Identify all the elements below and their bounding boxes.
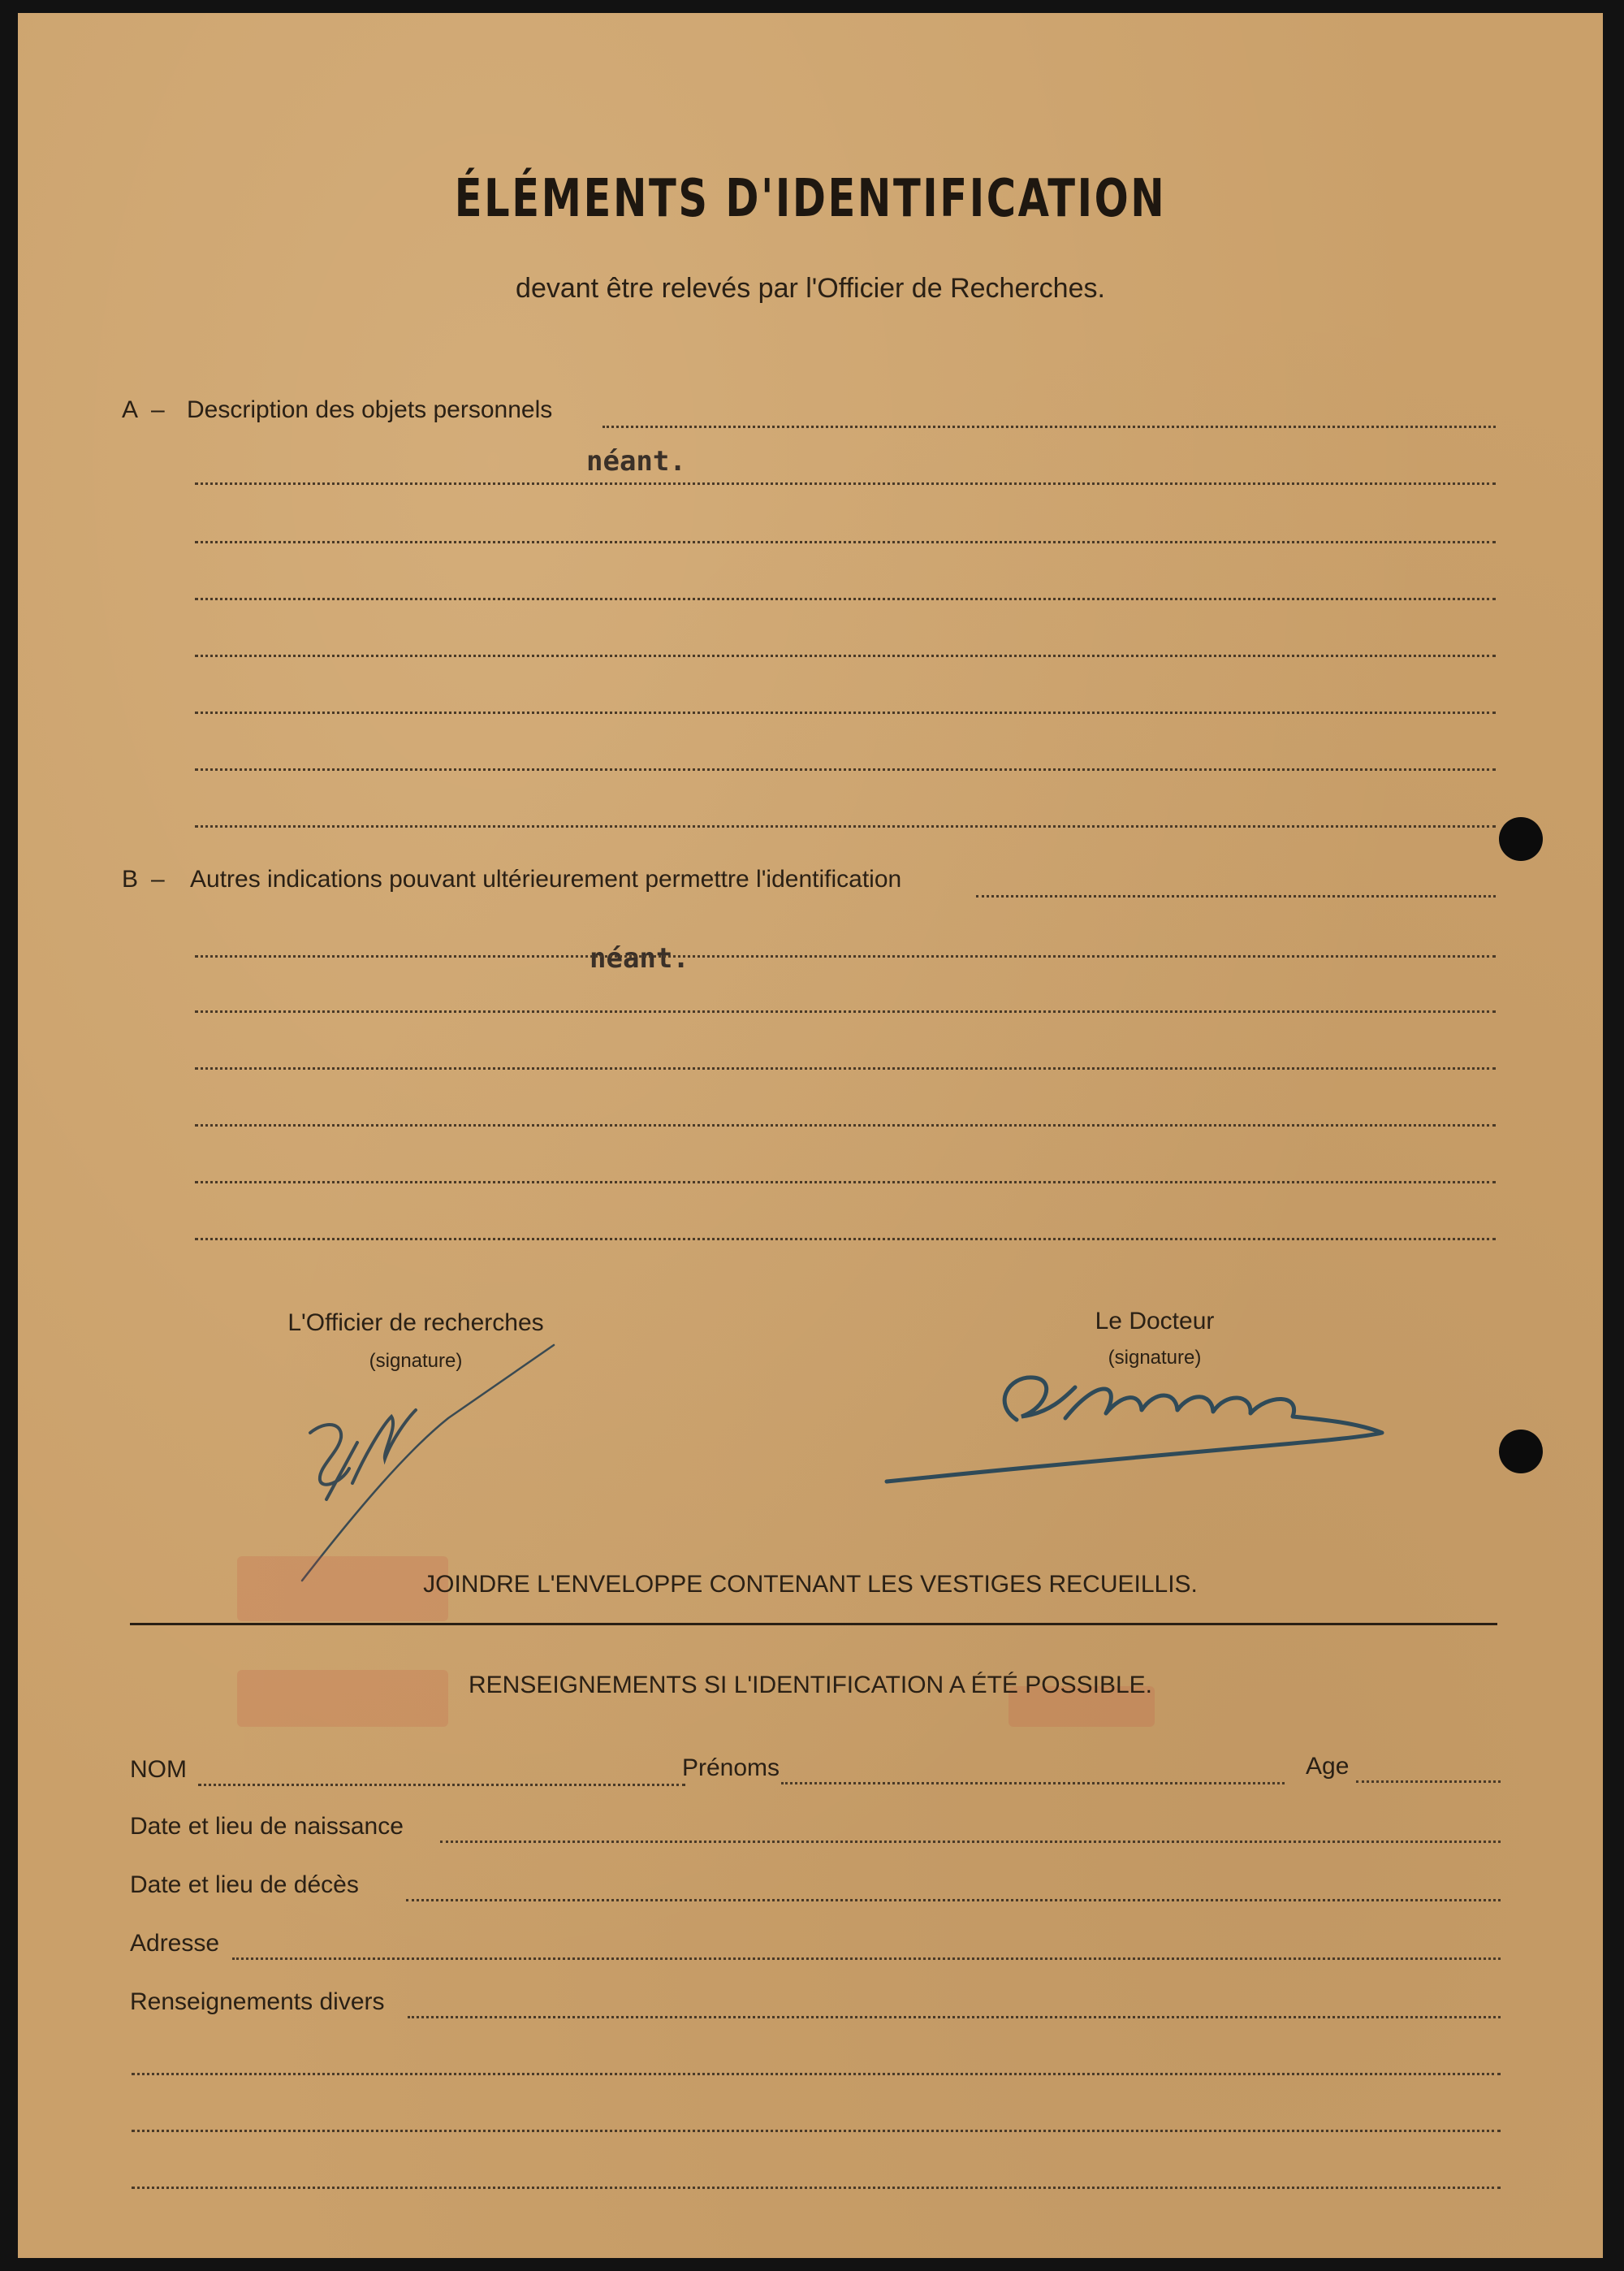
section-b-line (976, 895, 1496, 898)
doctor-signature-note: (signature) (1108, 1347, 1202, 1369)
prenoms-label: Prénoms (682, 1754, 780, 1781)
deces-label: Date et lieu de décès (130, 1871, 359, 1898)
divers-line (132, 2130, 1501, 2132)
section-b-line (195, 1124, 1496, 1127)
officer-title: L'Officier de recherches (287, 1309, 544, 1336)
section-a-line (195, 712, 1496, 714)
section-b-line (195, 1010, 1496, 1013)
section-b-line (195, 1181, 1496, 1183)
divers-line (132, 2187, 1501, 2189)
section-a-line (195, 482, 1496, 485)
section-a-line (195, 768, 1496, 771)
deces-field (406, 1899, 1501, 1901)
divers-line (132, 2073, 1501, 2075)
section-a-line (603, 426, 1496, 428)
age-label: Age (1306, 1753, 1350, 1780)
section-a-line (195, 825, 1496, 828)
punch-hole (1499, 817, 1543, 861)
nom-field (198, 1784, 685, 1786)
adresse-label: Adresse (130, 1930, 220, 1957)
document-title: ÉLÉMENTS D'IDENTIFICATION (454, 169, 1167, 229)
officer-signature-note: (signature) (369, 1350, 463, 1372)
section-b-line (195, 1238, 1496, 1240)
prenoms-field (781, 1782, 1285, 1784)
divers-field (408, 2016, 1501, 2018)
section-b-label: Autres indications pouvant ultérieurement permettre l'identification (190, 866, 902, 893)
doctor-title: Le Docteur (1095, 1308, 1215, 1334)
nom-label: NOM (130, 1756, 187, 1783)
doctor-signature (862, 1345, 1415, 1499)
punch-hole (1499, 1430, 1543, 1473)
section-divider (130, 1623, 1497, 1625)
section-b-line (195, 955, 1496, 958)
naissance-field (440, 1841, 1501, 1843)
document-page: ÉLÉMENTS D'IDENTIFICATION devant être relevés par l'Officier de Recherches. A – Description des objets personnels néant. B – Autres indications pouvant ultérieurement permettre l'identification néant. L'Officier de recherches (signature) Le Docteur (signature) JOINDRE L'ENVELOPPE CONTENANT LES VESTIGES RECUEILLIS. RENSEIGNEMENTS SI L'IDENTIFICATION A ÉTÉ POSSIBLE. NOM Prénoms Age Date et lieu de naissance Date et lieu de décès Adresse Renseignements divers (18, 13, 1603, 2258)
section-a-line (195, 598, 1496, 600)
section-b-letter: B (122, 866, 139, 893)
section-a-line (195, 541, 1496, 543)
section-a-line (195, 655, 1496, 657)
age-field (1356, 1780, 1501, 1783)
divers-label: Renseignements divers (130, 1988, 385, 2015)
section-a-letter: A (122, 396, 139, 423)
document-subtitle: devant être relevés par l'Officier de Recherches. (516, 273, 1105, 304)
section-a-label: Description des objets personnels (187, 396, 553, 423)
naissance-label: Date et lieu de naissance (130, 1813, 404, 1840)
section-a-value: néant. (586, 445, 686, 478)
section-b-value: néant. (590, 942, 689, 975)
identification-heading: RENSEIGNEMENTS SI L'IDENTIFICATION A ÉTÉ POSSIBLE. (468, 1672, 1153, 1698)
adresse-field (232, 1957, 1501, 1960)
section-b-line (195, 1067, 1496, 1070)
envelope-note: JOINDRE L'ENVELOPPE CONTENANT LES VESTIGES RECUEILLIS. (423, 1571, 1198, 1598)
